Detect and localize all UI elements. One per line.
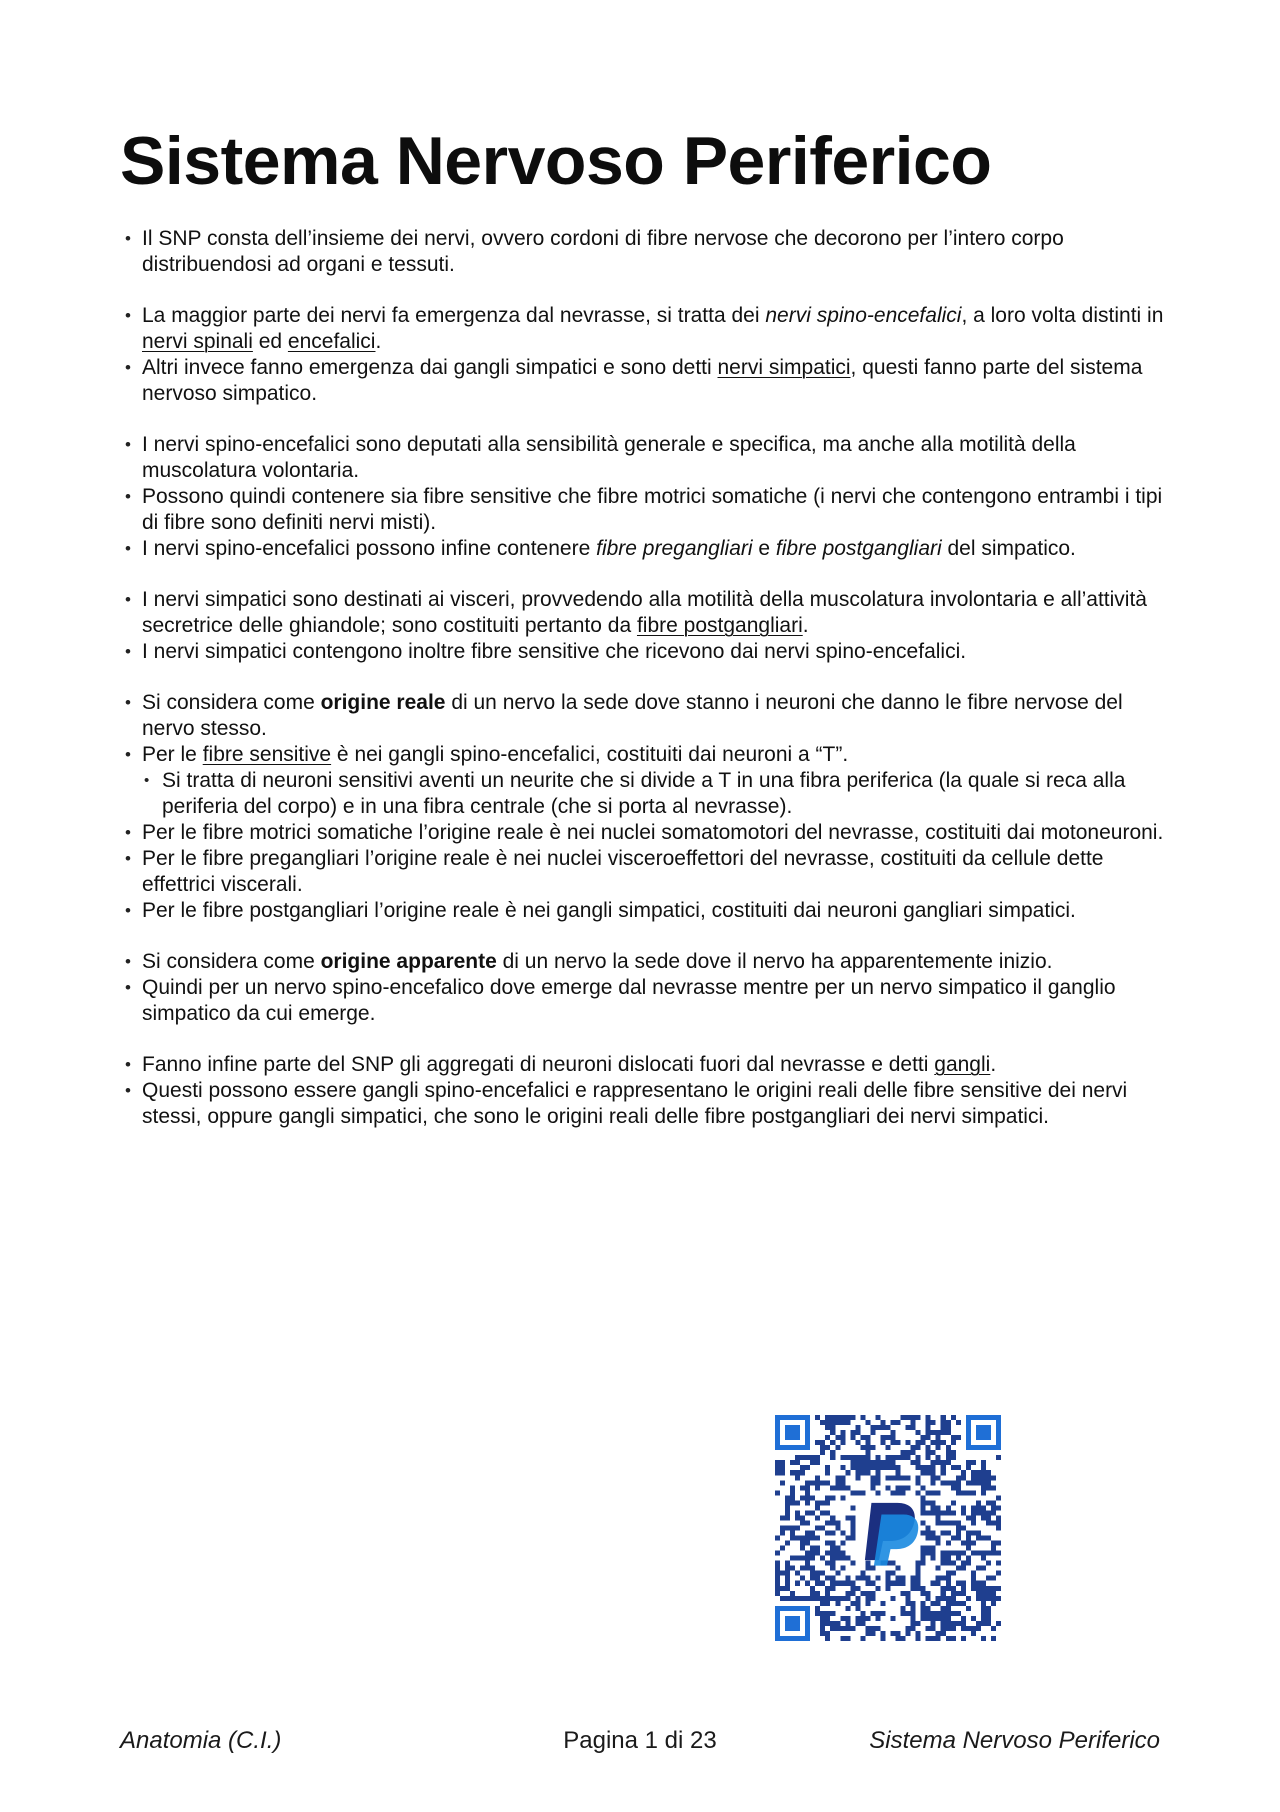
- italic-term: fibre pregangliari: [596, 537, 753, 560]
- page-footer: [120, 1727, 1160, 1757]
- bullet-item: [120, 898, 1170, 924]
- italic-term: nervi spino-encefalici: [765, 304, 962, 327]
- bullet-item: [120, 820, 1170, 846]
- paypal-qr-code-icon: [775, 1415, 1001, 1641]
- bullet-item: [120, 587, 1170, 639]
- text-run: Si considera come: [142, 950, 321, 973]
- text-run: Questi possono essere gangli spino-encefalici e rappresentano le origini reali delle fibre sensitive dei nervi stessi, oppure gangli simpatici, che sono le origini reali delle fibre postgangliari dei nervi simpatici.: [142, 1079, 1128, 1128]
- text-run: Per le: [142, 743, 203, 766]
- bullet-item: [120, 226, 1170, 278]
- underlined-term: fibre sensitive: [202, 743, 332, 766]
- text-run: ed: [252, 330, 288, 353]
- text-run: , questi fanno parte del sistema nervoso simpatico.: [142, 356, 1143, 405]
- text-run: Si tratta di neuroni sensitivi aventi un neurite che si divide a T in una fibra periferica (la quale si reca alla periferia del corpo) e in una fibra centrale (che si porta al nevrasse).: [162, 769, 1126, 818]
- text-run: , a loro volta distinti in: [961, 304, 1164, 327]
- bullet-item: [120, 432, 1170, 484]
- bullet-item: [120, 690, 1170, 742]
- bullet-item: [120, 949, 1170, 975]
- footer-page-number: Pagina 1 di 23: [563, 1727, 717, 1754]
- text-run: Altri invece fanno emergenza dai gangli simpatici e sono detti: [142, 356, 718, 379]
- underlined-term: nervi spinali: [142, 330, 253, 353]
- text-run: .: [375, 330, 382, 353]
- bullet-item: [120, 1078, 1170, 1130]
- italic-term: fibre postgangliari: [775, 537, 942, 560]
- bullet-item: [120, 742, 1170, 768]
- text-run: di un nervo la sede dove stanno i neuroni che danno le fibre nervose del nervo stesso.: [142, 691, 1123, 740]
- text-run: I nervi simpatici contengono inoltre fibre sensitive che ricevono dai nervi spino-encefalici.: [142, 640, 967, 663]
- footer-course: Anatomia (C.I.): [120, 1727, 282, 1754]
- text-run: I nervi spino-encefalici possono infine contenere: [142, 537, 597, 560]
- text-run: è nei gangli spino-encefalici, costituiti dai neuroni a “T”.: [331, 743, 849, 766]
- bullet-group: [120, 949, 1170, 1027]
- text-run: di un nervo la sede dove il nervo ha apparentemente inizio.: [496, 950, 1053, 973]
- text-run: del simpatico.: [941, 537, 1076, 560]
- text-run: Per le fibre pregangliari l’origine reale è nei nuclei visceroeffettori del nevrasse, costituiti da cellule dette effettrici viscerali.: [142, 847, 1104, 896]
- text-run: .: [990, 1053, 997, 1076]
- bullet-item: [120, 355, 1170, 407]
- text-run: Fanno infine parte del SNP gli aggregati di neuroni dislocati fuori dal nevrasse e detti: [142, 1053, 935, 1076]
- bullet-item: [120, 536, 1170, 562]
- bullet-group: [120, 587, 1170, 665]
- bullet-item: [120, 484, 1170, 536]
- bullet-group: [120, 432, 1170, 562]
- bold-term: origine reale: [320, 691, 446, 714]
- bullet-item: [120, 975, 1170, 1027]
- bullet-group: [120, 1052, 1170, 1130]
- bullet-group: [120, 226, 1170, 278]
- text-run: Per le fibre postgangliari l’origine reale è nei gangli simpatici, costituiti dai neuroni gangliari simpatici.: [142, 899, 1076, 922]
- page-title: Sistema Nervoso Periferico: [120, 123, 992, 199]
- text-run: e: [752, 537, 776, 560]
- bullet-item: [120, 639, 1170, 665]
- bold-term: origine apparente: [320, 950, 497, 973]
- text-run: Quindi per un nervo spino-encefalico dove emerge dal nevrasse mentre per un nervo simpatico il ganglio simpatico da cui emerge.: [142, 976, 1116, 1025]
- underlined-term: encefalici: [287, 330, 376, 353]
- text-run: I nervi spino-encefalici sono deputati alla sensibilità generale e specifica, ma anche alla motilità della muscolatura volontaria.: [142, 433, 1076, 482]
- underlined-term: fibre postgangliari: [636, 614, 803, 637]
- text-run: Possono quindi contenere sia fibre sensitive che fibre motrici somatiche (i nervi che contengono entrambi i tipi di fibre sono definiti nervi misti).: [142, 485, 1163, 534]
- text-run: Il SNP consta dell’insieme dei nervi, ovvero cordoni di fibre nervose che decorono per l’intero corpo distribuendosi ad organi e tessuti.: [142, 227, 1064, 276]
- text-run: .: [802, 614, 809, 637]
- bullet-group: [120, 690, 1170, 924]
- text-run: Si considera come: [142, 691, 321, 714]
- text-run: La maggior parte dei nervi fa emergenza dal nevrasse, si tratta dei: [142, 304, 766, 327]
- bullet-item: [120, 1052, 1170, 1078]
- bullet-group: [120, 303, 1170, 407]
- sub-bullet-item: [120, 768, 1170, 820]
- document-body: [120, 226, 1170, 1155]
- text-run: I nervi simpatici sono destinati ai visceri, provvedendo alla motilità della muscolatura involontaria e all’attività secretrice delle ghiandole; sono costituiti pertanto da: [142, 588, 1147, 637]
- bullet-item: [120, 303, 1170, 355]
- underlined-term: nervi simpatici: [717, 356, 851, 379]
- footer-chapter: Sistema Nervoso Periferico: [869, 1727, 1160, 1754]
- text-run: Per le fibre motrici somatiche l’origine reale è nei nuclei somatomotori del nevrasse, costituiti dai motoneuroni.: [142, 821, 1164, 844]
- bullet-item: [120, 846, 1170, 898]
- underlined-term: gangli: [934, 1053, 991, 1076]
